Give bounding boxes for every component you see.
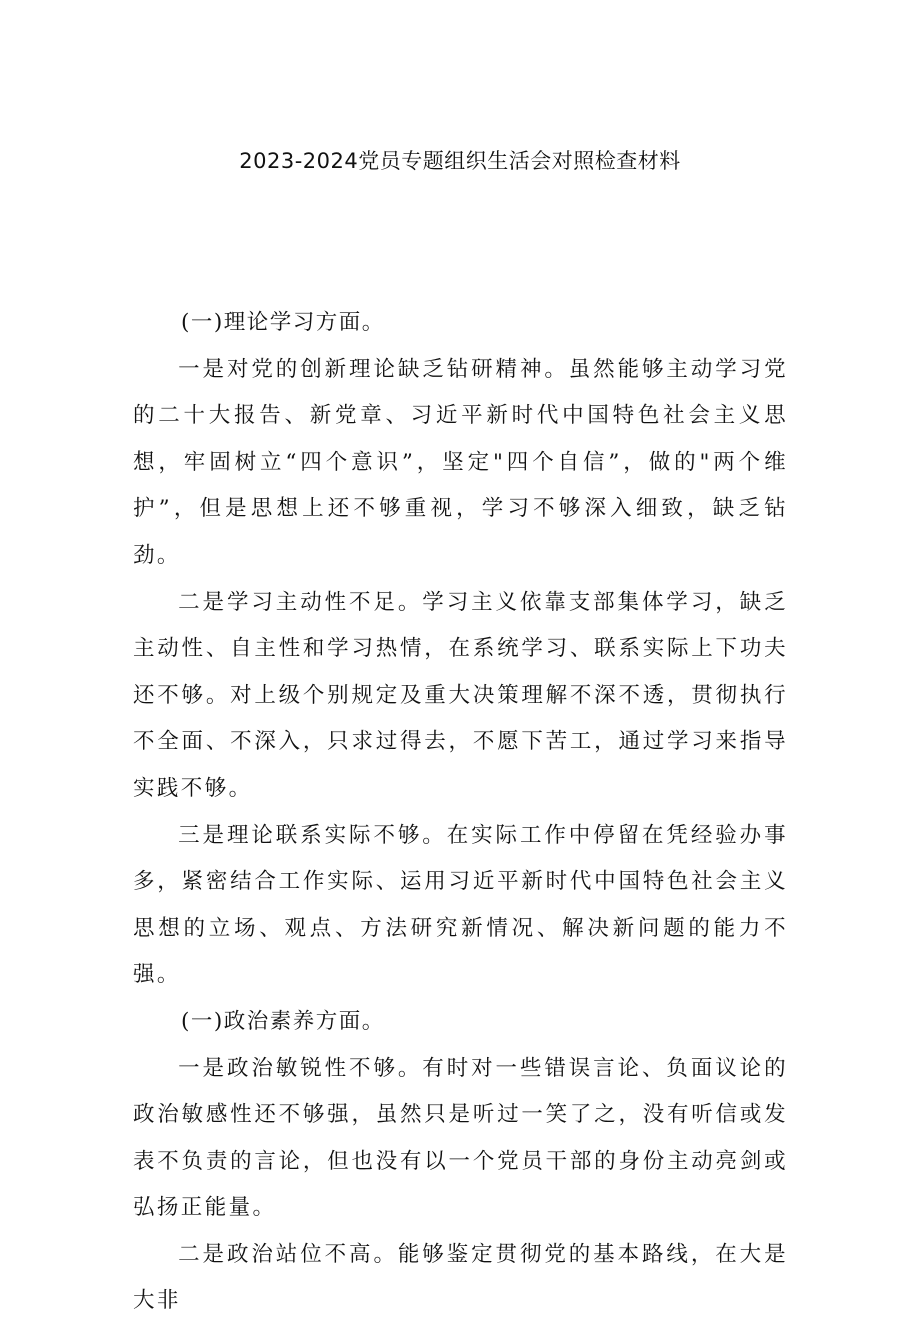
- document-body: [133, 300, 788, 1325]
- paragraph-politics-1: 一是政治敏锐性不够。有时对一些错误言论、负面议论的政治敏感性还不够强，虽然只是听过一笑了之，没有听信或发表不负责的言论，但也没有以一个党员干部的身份主动亮剑或弘扬正能量。: [133, 1055, 788, 1221]
- paragraph-theory-2: 二是学习主动性不足。学习主义依靠支部集体学习，缺乏主动性、自主性和学习热情，在系统学习、联系实际上下功夫还不够。对上级个别规定及重大决策理解不深不透，贯彻执行不全面、不深入，只求过得去，不愿下苦工，通过学习来指导实践不够。: [133, 589, 788, 801]
- paragraph-theory-3: 三是理论联系实际不够。在实际工作中停留在凭经验办事多，紧密结合工作实际、运用习近平新时代中国特色社会主义思想的立场、观点、方法研究新情况、解决新问题的能力不强。: [133, 822, 788, 988]
- section-heading-politics: (一)政治素养方面。: [181, 1008, 385, 1034]
- section-heading-theory: (一)理论学习方面。: [181, 310, 385, 335]
- document-title: 2023-2024党员专题组织生活会对照检查材料: [239, 149, 681, 173]
- paragraph-politics-2: 二是政治站位不高。能够鉴定贯彻党的基本路线，在大是大非: [133, 1241, 788, 1314]
- paragraph-theory-1: 一是对党的创新理论缺乏钻研精神。虽然能够主动学习党的二十大报告、新党章、习近平新时代中国特色社会主义思想，牢固树立“四个意识”，坚定"四个自信”，做的"两个维护”，但是思想上还不够重视，学习不够深入细致，缺乏钻劲。: [133, 356, 788, 568]
